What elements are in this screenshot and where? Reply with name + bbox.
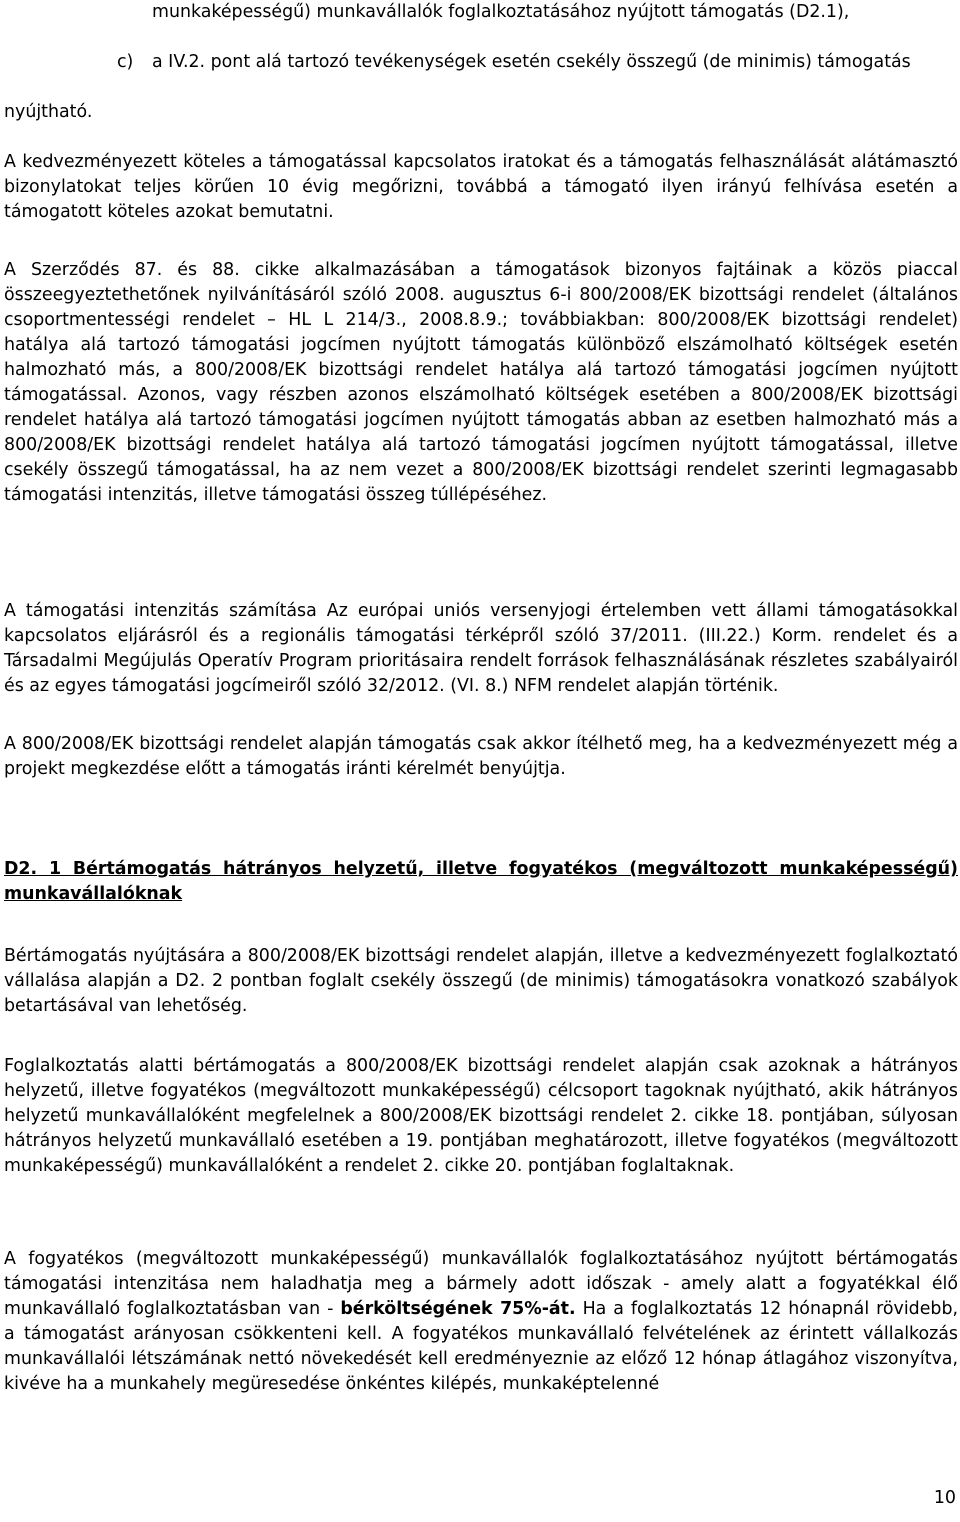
list-marker-c: c) <box>117 52 134 72</box>
paragraph-cumulation: A Szerződés 87. és 88. cikke alkalmazásában a támogatások bizonyos fajtáinak a közös piaccal összeegyeztethetőnek nyilvánításáról szóló 2008. augusztus 6-i 800/2008/EK bizottsági rendelet (általános csoportmentességi rendelet – HL L 214/3., 2008.8.9.; továbbiakban: 800/2008/EK bizottsági rendelet) hatálya alá tartozó támogatási jogcímen nyújtott támogatás különböző elszámolható költségek esetén halmozható más, a 800/2008/EK bizottsági rendelet hatálya alá tartozó támogatási jogcímen nyújtott támogatással. Azonos, vagy részben azonos elszámolható költségek esetében a 800/2008/EK bizottsági rendelet hatálya alá tartozó támogatási jogcímen nyújtott támogatás abban az esetben halmozható más a 800/2008/EK bizottsági rendelet hatálya alá tartozó támogatási jogcímen nyújtott támogatással, illetve csekély összegű támogatással, ha az nem vezet a 800/2008/EK bizottsági rendelet szerinti legmagasabb támogatási intenzitás, illetve támogatási összeg túllépéséhez. <box>4 260 958 505</box>
list-item-b-continuation: munkaképességű) munkavállalók foglalkoztatásához nyújtott támogatás (D2.1), <box>152 2 850 22</box>
paragraph-disabled-workers-part-2: Ha a foglalkoztatás 12 hónapnál rövidebb, a támogatást arányosan csökkenteni kell. A fogyatékos munkavállaló felvételének az érintett vállalkozás munkavállalói létszámának nettó növekedését kell eredményeznie az előző 12 hónap átlagához viszonyítva, kivéve ha a munkahely megüresedése önkéntes kilépés, munkaképtelenné <box>4 1299 959 1394</box>
paragraph-disabled-workers-part-1: A fogyatékos (megváltozott munkaképességű) munkavállalók foglalkoztatásához nyújtott bértámogatás támogatási intenzitása nem haladhatja meg a bármely adott időszak - amely alatt a fogyatékkal élő munkavállaló foglalkoztatásban van - <box>4 1249 958 1319</box>
paragraph-aid-intensity: A támogatási intenzitás számítása Az európai uniós versenyjogi értelemben vett állami támogatásokkal kapcsolatos eljárásról és a regionális támogatási térképről szóló 37/2011. (III.22.) Korm. rendelet és a Társadalmi Megújulás Operatív Program prioritásaira rendelt források felhasználásának részletes szabályairól és az egyes támogatási jogcímeiről szóló 32/2012. (VI. 8.) NFM rendelet alapján történik. <box>4 601 958 696</box>
paragraph-disabled-workers-bold: bérköltségének 75%-át. <box>340 1299 576 1319</box>
section-heading-d2-1: D2. 1 Bértámogatás hátrányos helyzetű, illetve fogyatékos (megváltozott munkaképességű) munkavállalóknak <box>4 859 958 904</box>
paragraph-disabled-workers <box>4 1247 958 1397</box>
list-item-c-text: a IV.2. pont alá tartozó tevékenységek esetén csekély összegű (de minimis) támogatás <box>152 52 911 72</box>
paragraph-record-keeping: A kedvezményezett köteles a támogatással kapcsolatos iratokat és a támogatás felhasználását alátámasztó bizonylatokat teljes körűen 10 évig megőrizni, továbbá a támogató ilyen irányú felhívása esetén a támogatott köteles azokat bemutatni. <box>4 152 958 222</box>
list-closing-text: nyújtható. <box>4 102 93 122</box>
paragraph-application-timing: A 800/2008/EK bizottsági rendelet alapján támogatás csak akkor ítélhető meg, ha a kedvezményezett még a projekt megkezdése előtt a támogatás iránti kérelmét benyújtja. <box>4 734 958 779</box>
page-number: 10 <box>933 1488 956 1508</box>
paragraph-wage-subsidy: Bértámogatás nyújtására a 800/2008/EK bizottsági rendelet alapján, illetve a kedvezményezett foglalkoztató vállalása alapján a D2. 2 pontban foglalt csekély összegű (de minimis) támogatásokra vonatkozó szabályok betartásával van lehetőség. <box>4 946 958 1016</box>
list-item-c <box>117 50 958 75</box>
paragraph-target-group: Foglalkoztatás alatti bértámogatás a 800/2008/EK bizottsági rendelet alapján csak azoknak a hátrányos helyzetű, illetve fogyatékos (megváltozott munkaképességű) célcsoport tagoknak nyújtható, akik hátrányos helyzetű munkavállalóként megfelelnek a 800/2008/EK bizottsági rendelet 2. cikke 18. pontjában, súlyosan hátrányos helyzetű munkavállaló esetében a 19. pontjában meghatározott, illetve fogyatékos (megváltozott munkaképességű) munkavállalóként a rendelet 2. cikke 20. pontjában foglaltaknak. <box>4 1056 958 1176</box>
